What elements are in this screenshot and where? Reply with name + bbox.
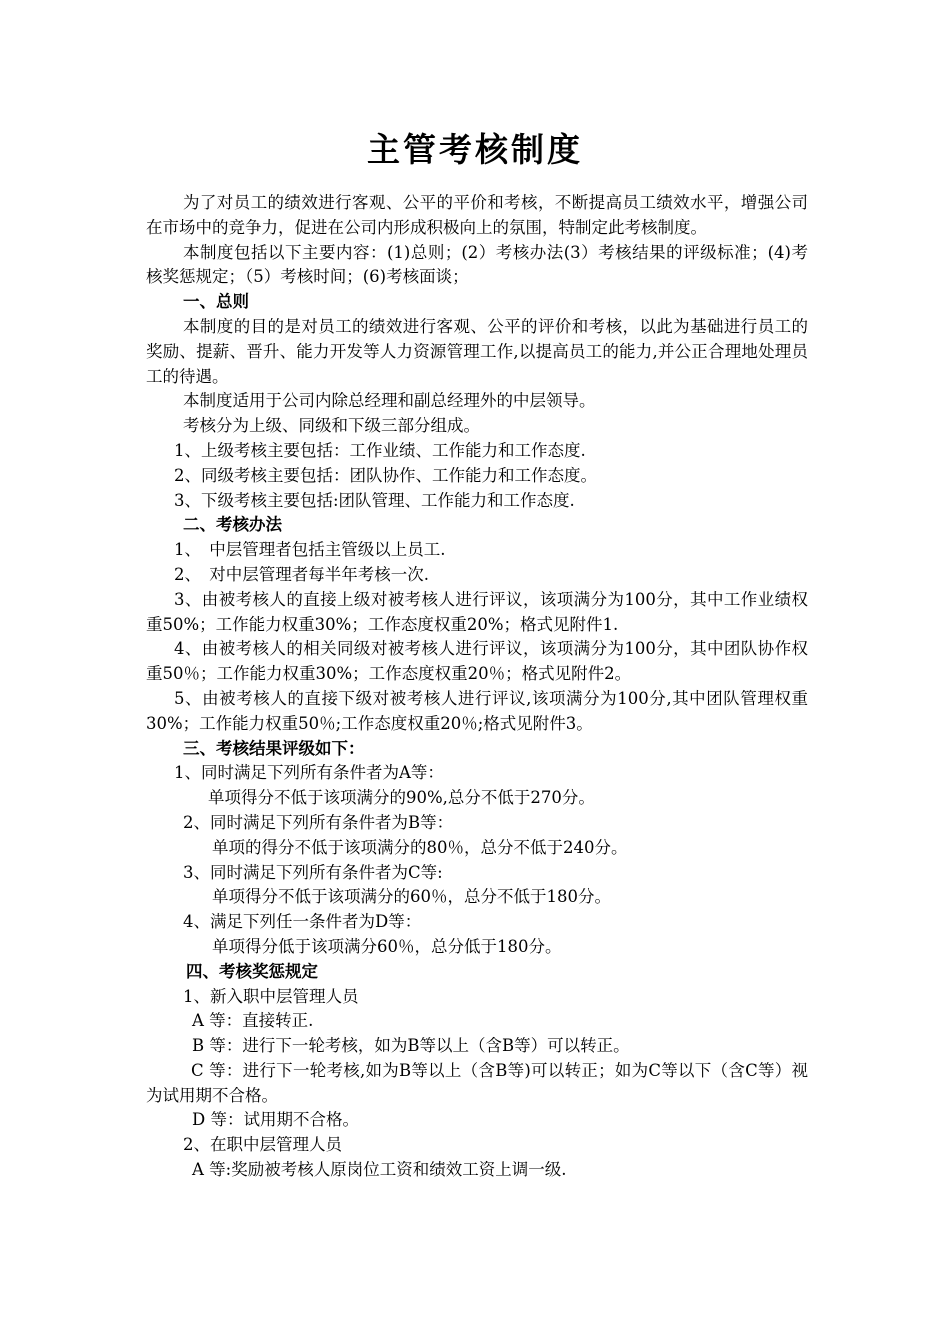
general-item: 1、上级考核主要包括：工作业绩、工作能力和工作态度. — [174, 440, 586, 460]
grade-detail: 单项的得分不低于该项满分的80％，总分不低于240分。 — [212, 837, 628, 857]
general-purpose-paragraph: 本制度的目的是对员工的绩效进行客观、公平的评价和考核，以此为基础进行员工的奖励、提薪、晋升、能力开发等人力资源管理工作,以提高员工的能力,并公正合理地处理员工的待遇。 — [146, 316, 808, 386]
grade-condition: 3、同时满足下列所有条件者为C等: — [183, 862, 443, 882]
grade-detail: 单项得分不低于该项满分的90%,总分不低于270分。 — [208, 788, 595, 808]
section-heading-method: 二、考核办法 — [183, 515, 282, 535]
section-heading-grading: 三、考核结果评级如下： — [183, 738, 365, 758]
grade-condition: 4、满足下列任一条件者为D等： — [183, 912, 422, 932]
document-body — [146, 191, 808, 1183]
section-heading-rewards: 四、考核奖惩规定 — [186, 961, 318, 981]
section-heading-general: 一、总则 — [183, 292, 249, 312]
general-item: 2、同级考核主要包括：团队协作、工作能力和工作态度。 — [174, 465, 597, 485]
rewards-grade-item: B 等：进行下一轮考核，如为B等以上（含B等）可以转正。 — [192, 1036, 630, 1056]
rewards-grade-item: A 等：直接转正. — [192, 1011, 314, 1031]
general-scope-paragraph: 本制度适用于公司内除总经理和副总经理外的中层领导。 — [183, 391, 596, 411]
general-item: 3、下级考核主要包括:团队管理、工作能力和工作态度. — [174, 490, 575, 510]
contents-paragraph: 本制度包括以下主要内容：(1)总则；(2）考核办法(3）考核结果的评级标准；(4)考核奖惩规定；（5）考核时间；(6)考核面谈； — [146, 242, 808, 287]
intro-paragraph: 为了对员工的绩效进行客观、公平的平价和考核，不断提高员工绩效水平，增强公司在市场中的竞争力，促进在公司内形成积极向上的氛围，特制定此考核制度。 — [146, 193, 808, 237]
grade-detail: 单项得分低于该项满分60％，总分低于180分。 — [212, 936, 562, 956]
method-item: 1、 中层管理者包括主管级以上员工. — [174, 540, 446, 560]
rewards-grade-item: D 等：试用期不合格。 — [192, 1110, 359, 1130]
method-item: 3、由被考核人的直接上级对被考核人进行评议，该项满分为100分，其中工作业绩权重50%；工作能力权重30%；工作态度权重20%；格式见附件1. — [146, 589, 808, 634]
rewards-grade-item: C 等：进行下一轮考核,如为B等以上（含B等)可以转正；如为C等以下（含C等）视为试用期不合格。 — [146, 1060, 808, 1105]
method-item: 2、 对中层管理者每半年考核一次. — [174, 564, 429, 584]
rewards-group-label: 2、在职中层管理人员 — [183, 1135, 342, 1155]
rewards-grade-item: A 等:奖励被考核人原岗位工资和绩效工资上调一级. — [192, 1160, 567, 1180]
rewards-group-label: 1、新入职中层管理人员 — [183, 986, 359, 1006]
grade-detail: 单项得分不低于该项满分的60％，总分不低于180分。 — [212, 887, 611, 907]
general-parts-paragraph: 考核分为上级、同级和下级三部分组成。 — [183, 416, 480, 436]
method-item: 5、由被考核人的直接下级对被考核人进行评议,该项满分为100分,其中团队管理权重30%；工作能力权重50％;工作态度权重20％;格式见附件3。 — [146, 688, 808, 733]
method-item: 4、由被考核人的相关同级对被考核人进行评议，该项满分为100分，其中团队协作权重50％；工作能力权重30%；工作态度权重20％；格式见附件2。 — [146, 639, 808, 684]
grade-condition: 2、同时满足下列所有条件者为B等： — [183, 812, 454, 832]
document-title: 主管考核制度 — [367, 130, 583, 169]
grade-condition: 1、同时满足下列所有条件者为A等： — [174, 763, 444, 783]
